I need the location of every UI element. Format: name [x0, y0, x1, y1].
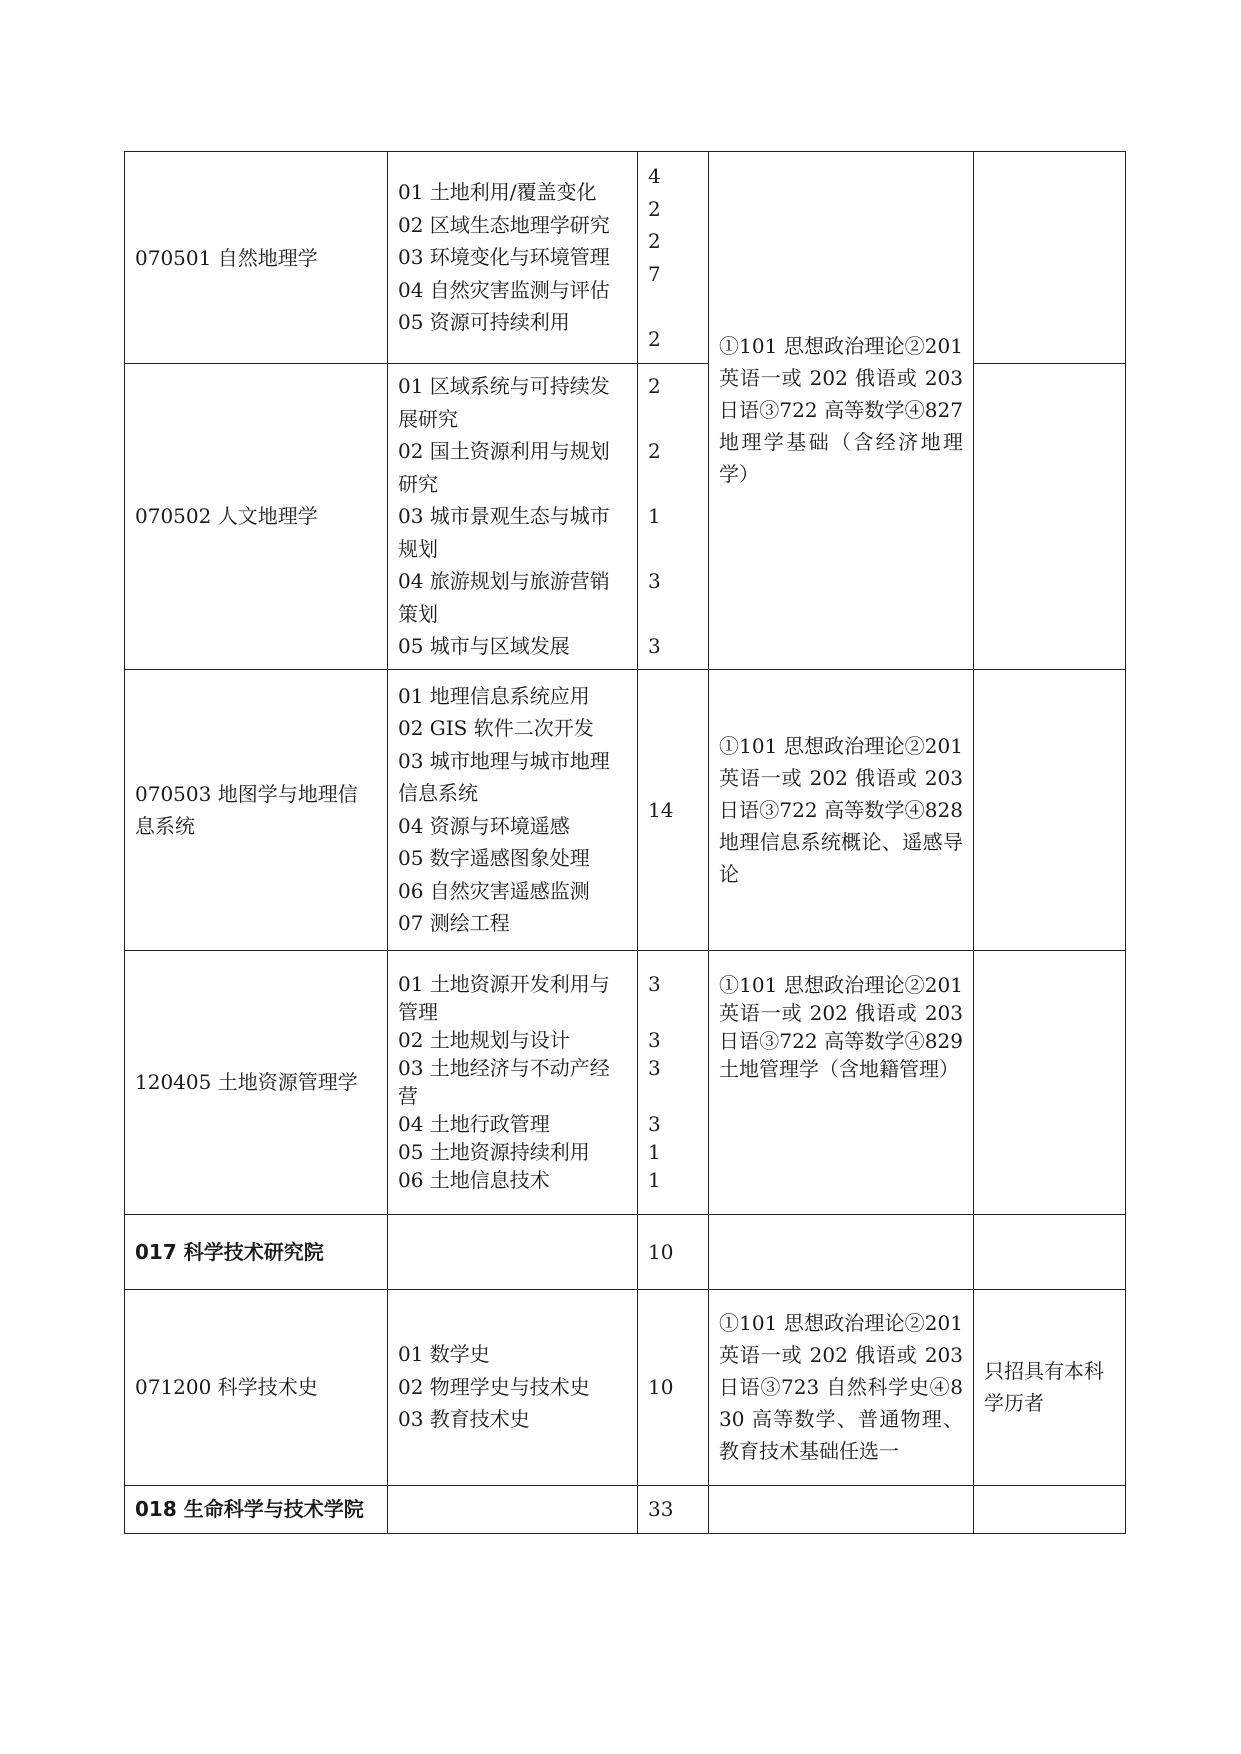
note-cell [974, 152, 1126, 364]
enrollment-cell: 10 [638, 1289, 709, 1485]
enrollment-cell: 14 [638, 669, 709, 950]
major-cell: 070502 人文地理学 [125, 364, 388, 670]
note-cell [974, 950, 1126, 1214]
admissions-table [124, 151, 1126, 1534]
exam-subjects-cell [709, 1214, 974, 1289]
directions-cell: 01 土地利用/覆盖变化 02 区域生态地理学研究 03 环境变化与环境管理 04 自然灾害监测与评估 05 资源可持续利用 [388, 152, 638, 364]
table-row [125, 1289, 1126, 1485]
exam-subjects-cell [709, 1485, 974, 1533]
directions-cell: 01 区域系统与可持续发展研究 02 国土资源利用与规划研究 03 城市景观生态与城市规划 04 旅游规划与旅游营销策划 05 城市与区域发展 [388, 364, 638, 670]
enrollment-cell: 10 [638, 1214, 709, 1289]
enrollment-cell: 2 2 1 3 3 [638, 364, 709, 670]
exam-subjects-cell: ①101 思想政治理论②201 英语一或 202 俄语或 203 日语③722 高等数学④829 土地管理学（含地籍管理） [709, 950, 974, 1214]
note-cell [974, 364, 1126, 670]
note-cell [974, 669, 1126, 950]
enrollment-cell: 3 3 3 3 1 1 [638, 950, 709, 1214]
exam-subjects-cell: ①101 思想政治理论②201 英语一或 202 俄语或 203 日语③722 高等数学④828 地理信息系统概论、遥感导论 [709, 669, 974, 950]
department-name: 018 生命科学与技术学院 [125, 1485, 388, 1533]
department-row [125, 1214, 1126, 1289]
directions-cell: 01 土地资源开发利用与管理 02 土地规划与设计 03 土地经济与不动产经营 04 土地行政管理 05 土地资源持续利用 06 土地信息技术 [388, 950, 638, 1214]
major-cell: 071200 科学技术史 [125, 1289, 388, 1485]
directions-cell: 01 数学史 02 物理学史与技术史 03 教育技术史 [388, 1289, 638, 1485]
table-row [125, 364, 1126, 670]
enrollment-cell: 4 2 2 7 2 [638, 152, 709, 364]
department-row [125, 1485, 1126, 1533]
directions-cell [388, 1485, 638, 1533]
table-row [125, 669, 1126, 950]
enrollment-cell: 33 [638, 1485, 709, 1533]
directions-cell [388, 1214, 638, 1289]
note-cell: 只招具有本科学历者 [974, 1289, 1126, 1485]
note-cell [974, 1214, 1126, 1289]
directions-cell: 01 地理信息系统应用 02 GIS 软件二次开发 03 城市地理与城市地理信息系统 04 资源与环境遥感 05 数字遥感图象处理 06 自然灾害遥感监测 07 测绘工程 [388, 669, 638, 950]
major-cell: 120405 土地资源管理学 [125, 950, 388, 1214]
note-cell [974, 1485, 1126, 1533]
table-row [125, 950, 1126, 1214]
major-cell: 070503 地图学与地理信息系统 [125, 669, 388, 950]
table-row [125, 152, 1126, 364]
exam-subjects-cell: ①101 思想政治理论②201 英语一或 202 俄语或 203 日语③723 自然科学史④830 高等数学、普通物理、教育技术基础任选一 [709, 1289, 974, 1485]
major-cell: 070501 自然地理学 [125, 152, 388, 364]
department-name: 017 科学技术研究院 [125, 1214, 388, 1289]
exam-subjects-cell: ①101 思想政治理论②201 英语一或 202 俄语或 203 日语③722 高等数学④827 地理学基础（含经济地理学） [709, 152, 974, 670]
